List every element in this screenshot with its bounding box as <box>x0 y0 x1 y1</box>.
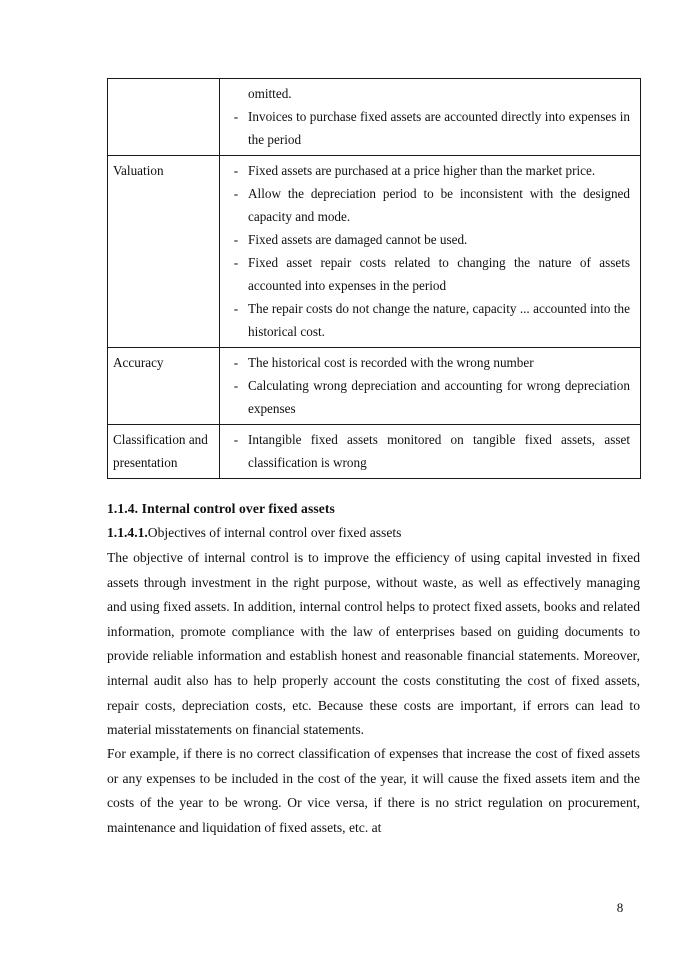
table-row <box>108 425 641 479</box>
list-item <box>220 82 632 105</box>
row-label: Valuation <box>113 163 164 178</box>
dash-bullet-icon: - <box>233 378 239 393</box>
table-cell-items <box>220 348 641 425</box>
page-number: 8 <box>616 900 624 915</box>
list-item <box>220 351 632 374</box>
body-paragraph-2: For example, if there is no correct classification of expenses that increase the cost of fixed assets or any expenses to be included in the cost of the year, it will cause the fixed assets item and the costs of the year to be wrong. Or vice versa, if there is no strict regulation on procurement, maintenance and liquidation of fixed assets, etc. at <box>107 746 640 835</box>
table-cell-label <box>108 425 220 479</box>
list-item <box>220 297 632 343</box>
fixed-assets-risk-table <box>107 78 641 479</box>
subsection-heading <box>107 521 640 544</box>
list-item-text: Allow the depreciation period to be inconsistent with the designed capacity and mode. <box>248 186 630 224</box>
table-row <box>108 156 641 348</box>
row-label: Classification and presentation <box>113 432 208 470</box>
list-item-text: Fixed asset repair costs related to changing the nature of assets accounted into expenses in the period <box>248 255 630 293</box>
dash-bullet-icon: - <box>233 163 239 178</box>
dash-bullet-icon: - <box>233 232 239 247</box>
list-item-text: Fixed assets are purchased at a price higher than the market price. <box>248 163 596 178</box>
subsection-title: Objectives of internal control over fixed assets <box>147 525 402 540</box>
row-label: Accuracy <box>113 355 164 370</box>
list-item <box>220 228 632 251</box>
subsection-number: 1.1.4.1. <box>107 525 148 540</box>
list-item-text: Intangible fixed assets monitored on tangible fixed assets, asset classification is wrong <box>248 432 630 470</box>
dash-bullet-icon: - <box>233 186 239 201</box>
table-cell-label <box>108 156 220 348</box>
body-paragraph-1: The objective of internal control is to improve the efficiency of using capital invested in fixed assets through investment in the right purpose, without waste, as well as effectively managing and using fixed assets. In addition, internal control helps to protect fixed assets, books and related information, promote compliance with the law of enterprises based on guiding documents to provide reliable information and establish honest and reasonable financial statements. Moreover, internal audit also has to help properly account the costs constituting the cost of fixed assets, repair costs, depreciation costs, etc. Because these costs are important, if errors can lead to material misstatements on financial statements. <box>107 550 640 738</box>
table-cell-items <box>220 156 641 348</box>
list-item <box>220 159 632 182</box>
dash-bullet-icon: - <box>233 432 239 447</box>
list-item <box>220 428 632 474</box>
table-cell-items <box>220 425 641 479</box>
list-item-text: Invoices to purchase fixed assets are accounted directly into expenses in the period <box>248 109 630 147</box>
table-row <box>108 348 641 425</box>
list-item-text: The historical cost is recorded with the wrong number <box>248 355 534 370</box>
table-row <box>108 79 641 156</box>
list-item-text: The repair costs do not change the nature, capacity ... accounted into the historical cost. <box>248 301 630 339</box>
list-item <box>220 251 632 297</box>
list-item-text: omitted. <box>248 86 292 101</box>
dash-bullet-icon: - <box>233 255 239 270</box>
list-item-text: Calculating wrong depreciation and accounting for wrong depreciation expenses <box>248 378 630 416</box>
list-item <box>220 374 632 420</box>
list-item-text: Fixed assets are damaged cannot be used. <box>248 232 468 247</box>
table-cell-label <box>108 79 220 156</box>
list-item <box>220 182 632 228</box>
dash-bullet-icon: - <box>233 109 239 124</box>
section-heading: 1.1.4. Internal control over fixed assets <box>107 501 335 516</box>
dash-bullet-icon: - <box>233 355 239 370</box>
table-cell-items <box>220 79 641 156</box>
list-item <box>220 105 632 151</box>
dash-bullet-icon: - <box>233 301 239 316</box>
table-cell-label <box>108 348 220 425</box>
